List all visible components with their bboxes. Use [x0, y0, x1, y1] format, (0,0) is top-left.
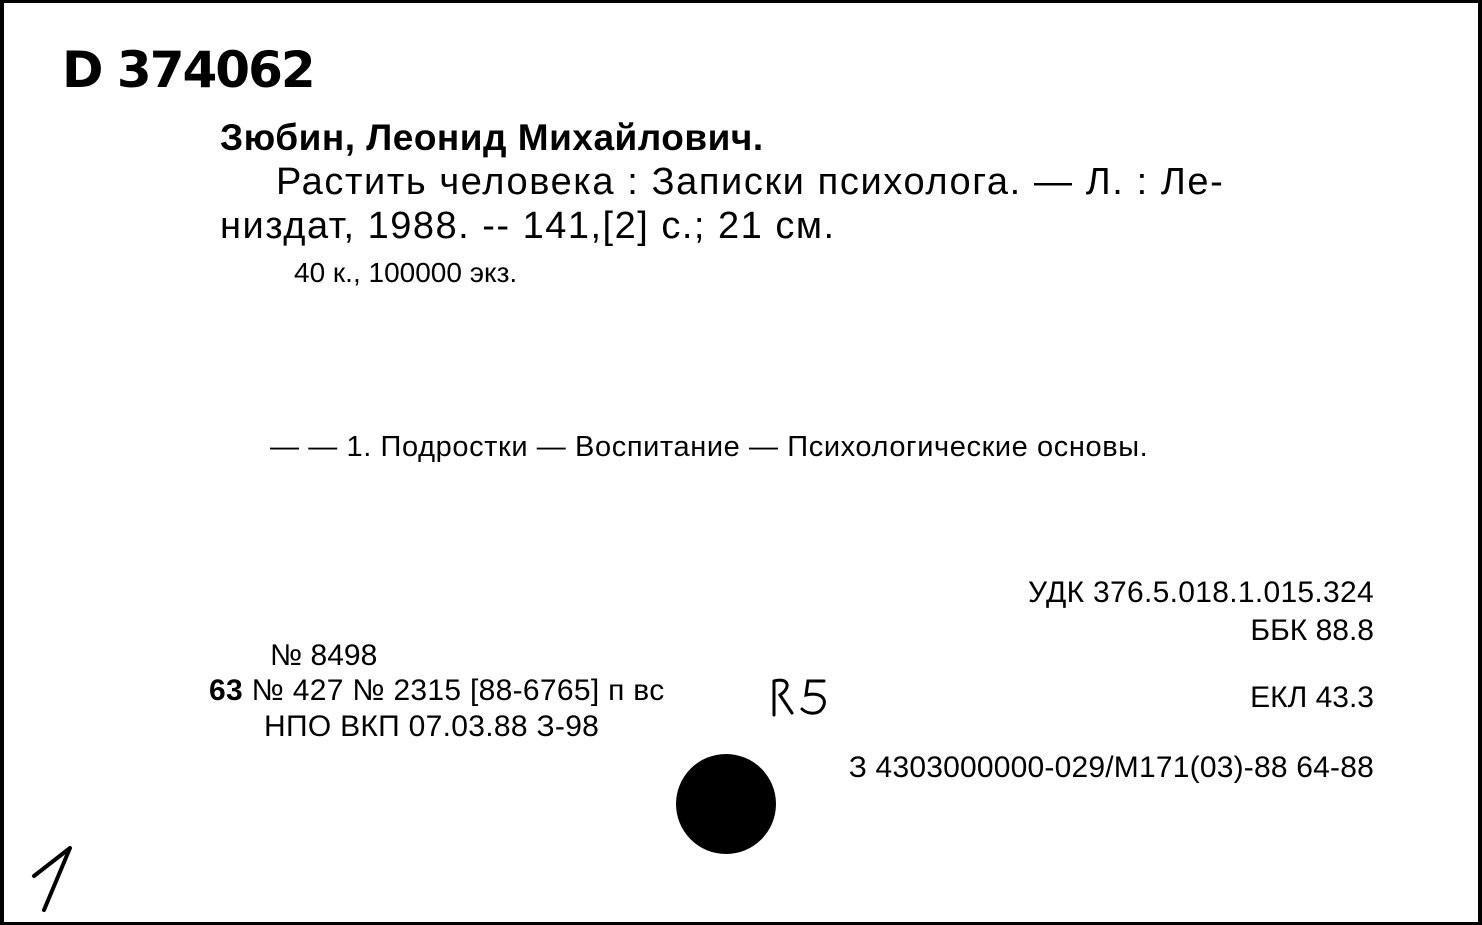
udk-classification: УДК 376.5.018.1.015.324 [1028, 576, 1374, 609]
inventory-prefix: 63 [209, 674, 243, 707]
call-number: D 374062 [62, 41, 314, 99]
ekl-classification: ЕКЛ 43.3 [1250, 681, 1374, 714]
order-number: № 8498 [270, 639, 378, 672]
handwritten-card-number [30, 838, 88, 918]
punch-hole [676, 754, 776, 854]
publisher-code: З 4303000000-029/М171(03)-88 64-88 [848, 751, 1374, 784]
title-line-1: Растить человека : Записки психолога. — Л. : Ле- [276, 161, 1225, 203]
inventory-numbers: № 427 № 2315 [88-6765] п вс [251, 674, 665, 707]
bbk-classification: ББК 88.8 [1250, 614, 1374, 647]
inventory-line [209, 676, 665, 706]
npo-vkp-line: НПО ВКП 07.03.88 З-98 [264, 710, 600, 743]
subject-headings: — — 1. Подростки — Воспитание — Психологические основы. [270, 431, 1149, 463]
title-line-2: низдат, 1988. -- 141,[2] с.; 21 см. [220, 205, 836, 247]
author-heading: Зюбин, Леонид Михайлович. [220, 117, 764, 158]
price-and-print-run: 40 к., 100000 экз. [294, 257, 518, 288]
handwritten-mark [766, 671, 838, 719]
